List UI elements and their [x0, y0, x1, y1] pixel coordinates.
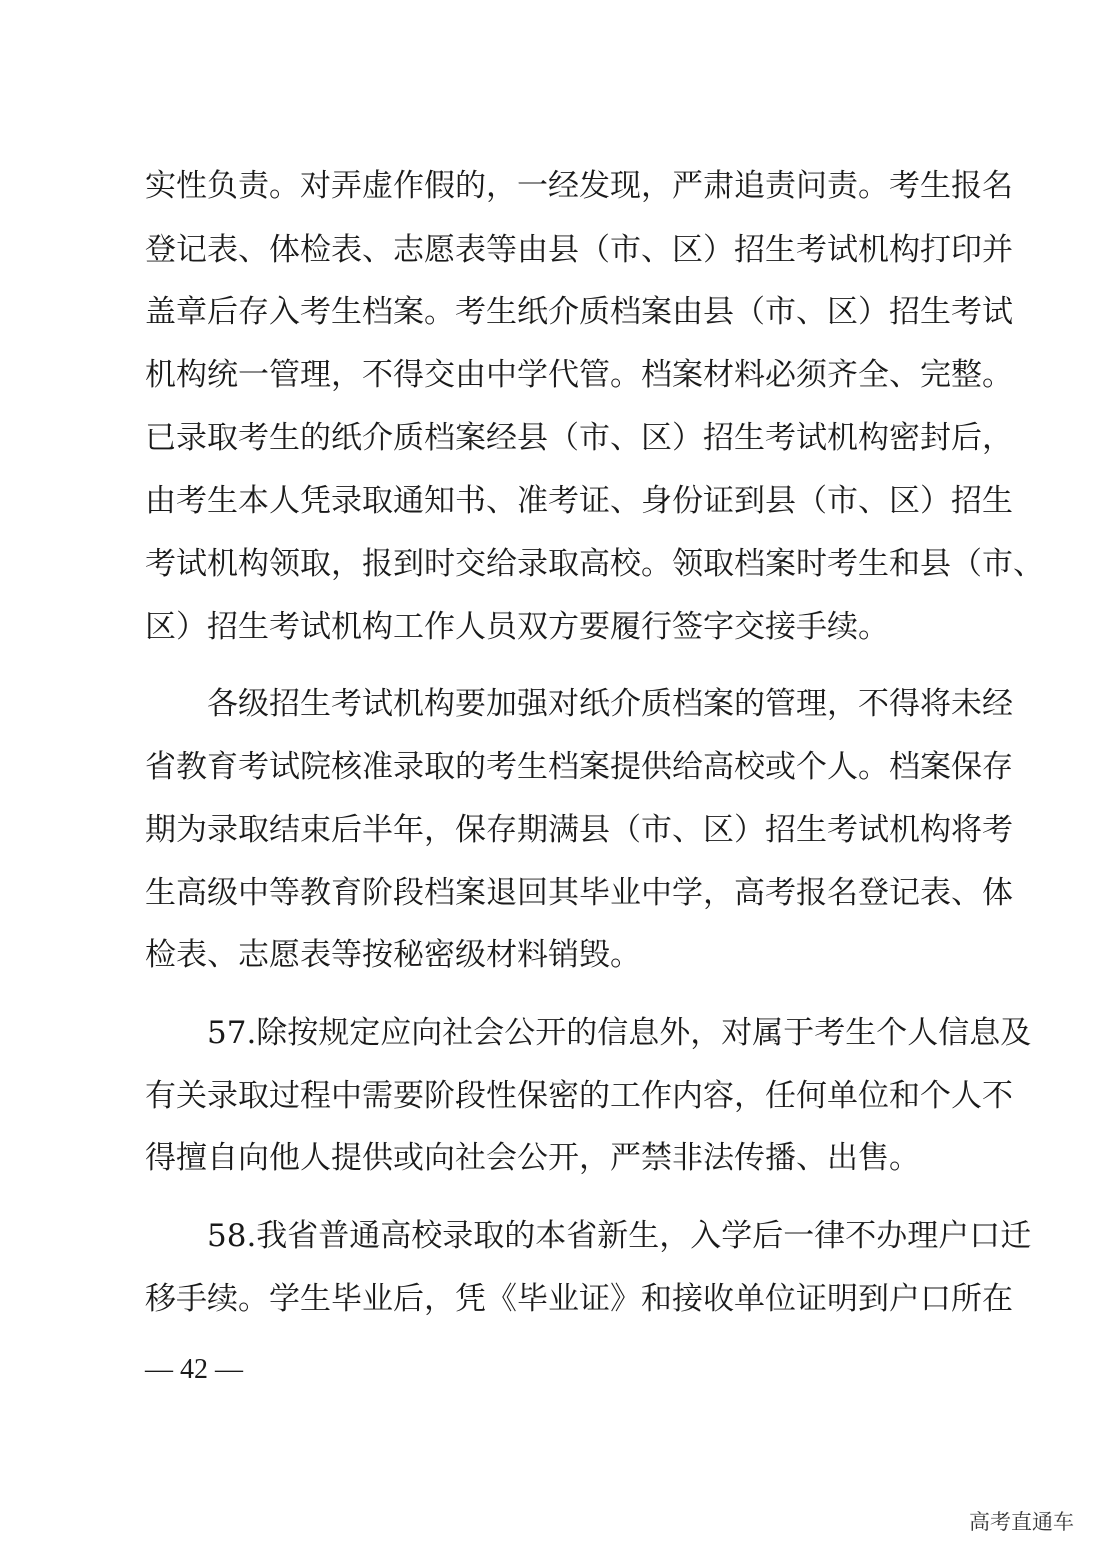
paragraph-start-line: 各级招生考试机构要加强对纸介质档案的管理，不得将未经 — [207, 686, 1013, 722]
watermark-text: 高考直通车 — [969, 1510, 1074, 1534]
text-line: 由考生本人凭录取通知书、准考证、身份证到县（市、区）招生 — [145, 483, 1013, 519]
text-line: 省教育考试院核准录取的考生档案提供给高校或个人。档案保存 — [145, 749, 1013, 785]
text-line: 期为录取结束后半年，保存期满县（市、区）招生考试机构将考 — [145, 812, 1013, 848]
text-line: 已录取考生的纸介质档案经县（市、区）招生考试机构密封后， — [145, 420, 1013, 456]
text-line: 区）招生考试机构工作人员双方要履行签字交接手续。 — [145, 609, 889, 645]
item-58-start-line: 58.我省普通高校录取的本省新生，入学后一律不办理户口迁 — [207, 1218, 1032, 1254]
text-line: 得擅自向他人提供或向社会公开，严禁非法传播、出售。 — [145, 1140, 920, 1176]
text-line: 考试机构领取，报到时交给录取高校。领取档案时考生和县（市、 — [145, 546, 1044, 582]
page-number: — 42 — — [145, 1354, 243, 1385]
text-line: 检表、志愿表等按秘密级材料销毁。 — [145, 937, 641, 973]
text-line: 有关录取过程中需要阶段性保密的工作内容，任何单位和个人不 — [145, 1078, 1013, 1114]
text-line: 移手续。学生毕业后，凭《毕业证》和接收单位证明到户口所在 — [145, 1281, 1013, 1317]
text-line: 实性负责。对弄虚作假的，一经发现，严肃追责问责。考生报名 — [145, 168, 1013, 204]
text-line: 登记表、体检表、志愿表等由县（市、区）招生考试机构打印并 — [145, 232, 1013, 268]
text-line: 机构统一管理，不得交由中学代管。档案材料必须齐全、完整。 — [145, 357, 1013, 393]
item-57-start-line: 57.除按规定应向社会公开的信息外，对属于考生个人信息及 — [207, 1015, 1032, 1051]
text-line: 生高级中等教育阶段档案退回其毕业中学，高考报名登记表、体 — [145, 875, 1013, 911]
text-line: 盖章后存入考生档案。考生纸介质档案由县（市、区）招生考试 — [145, 294, 1013, 330]
